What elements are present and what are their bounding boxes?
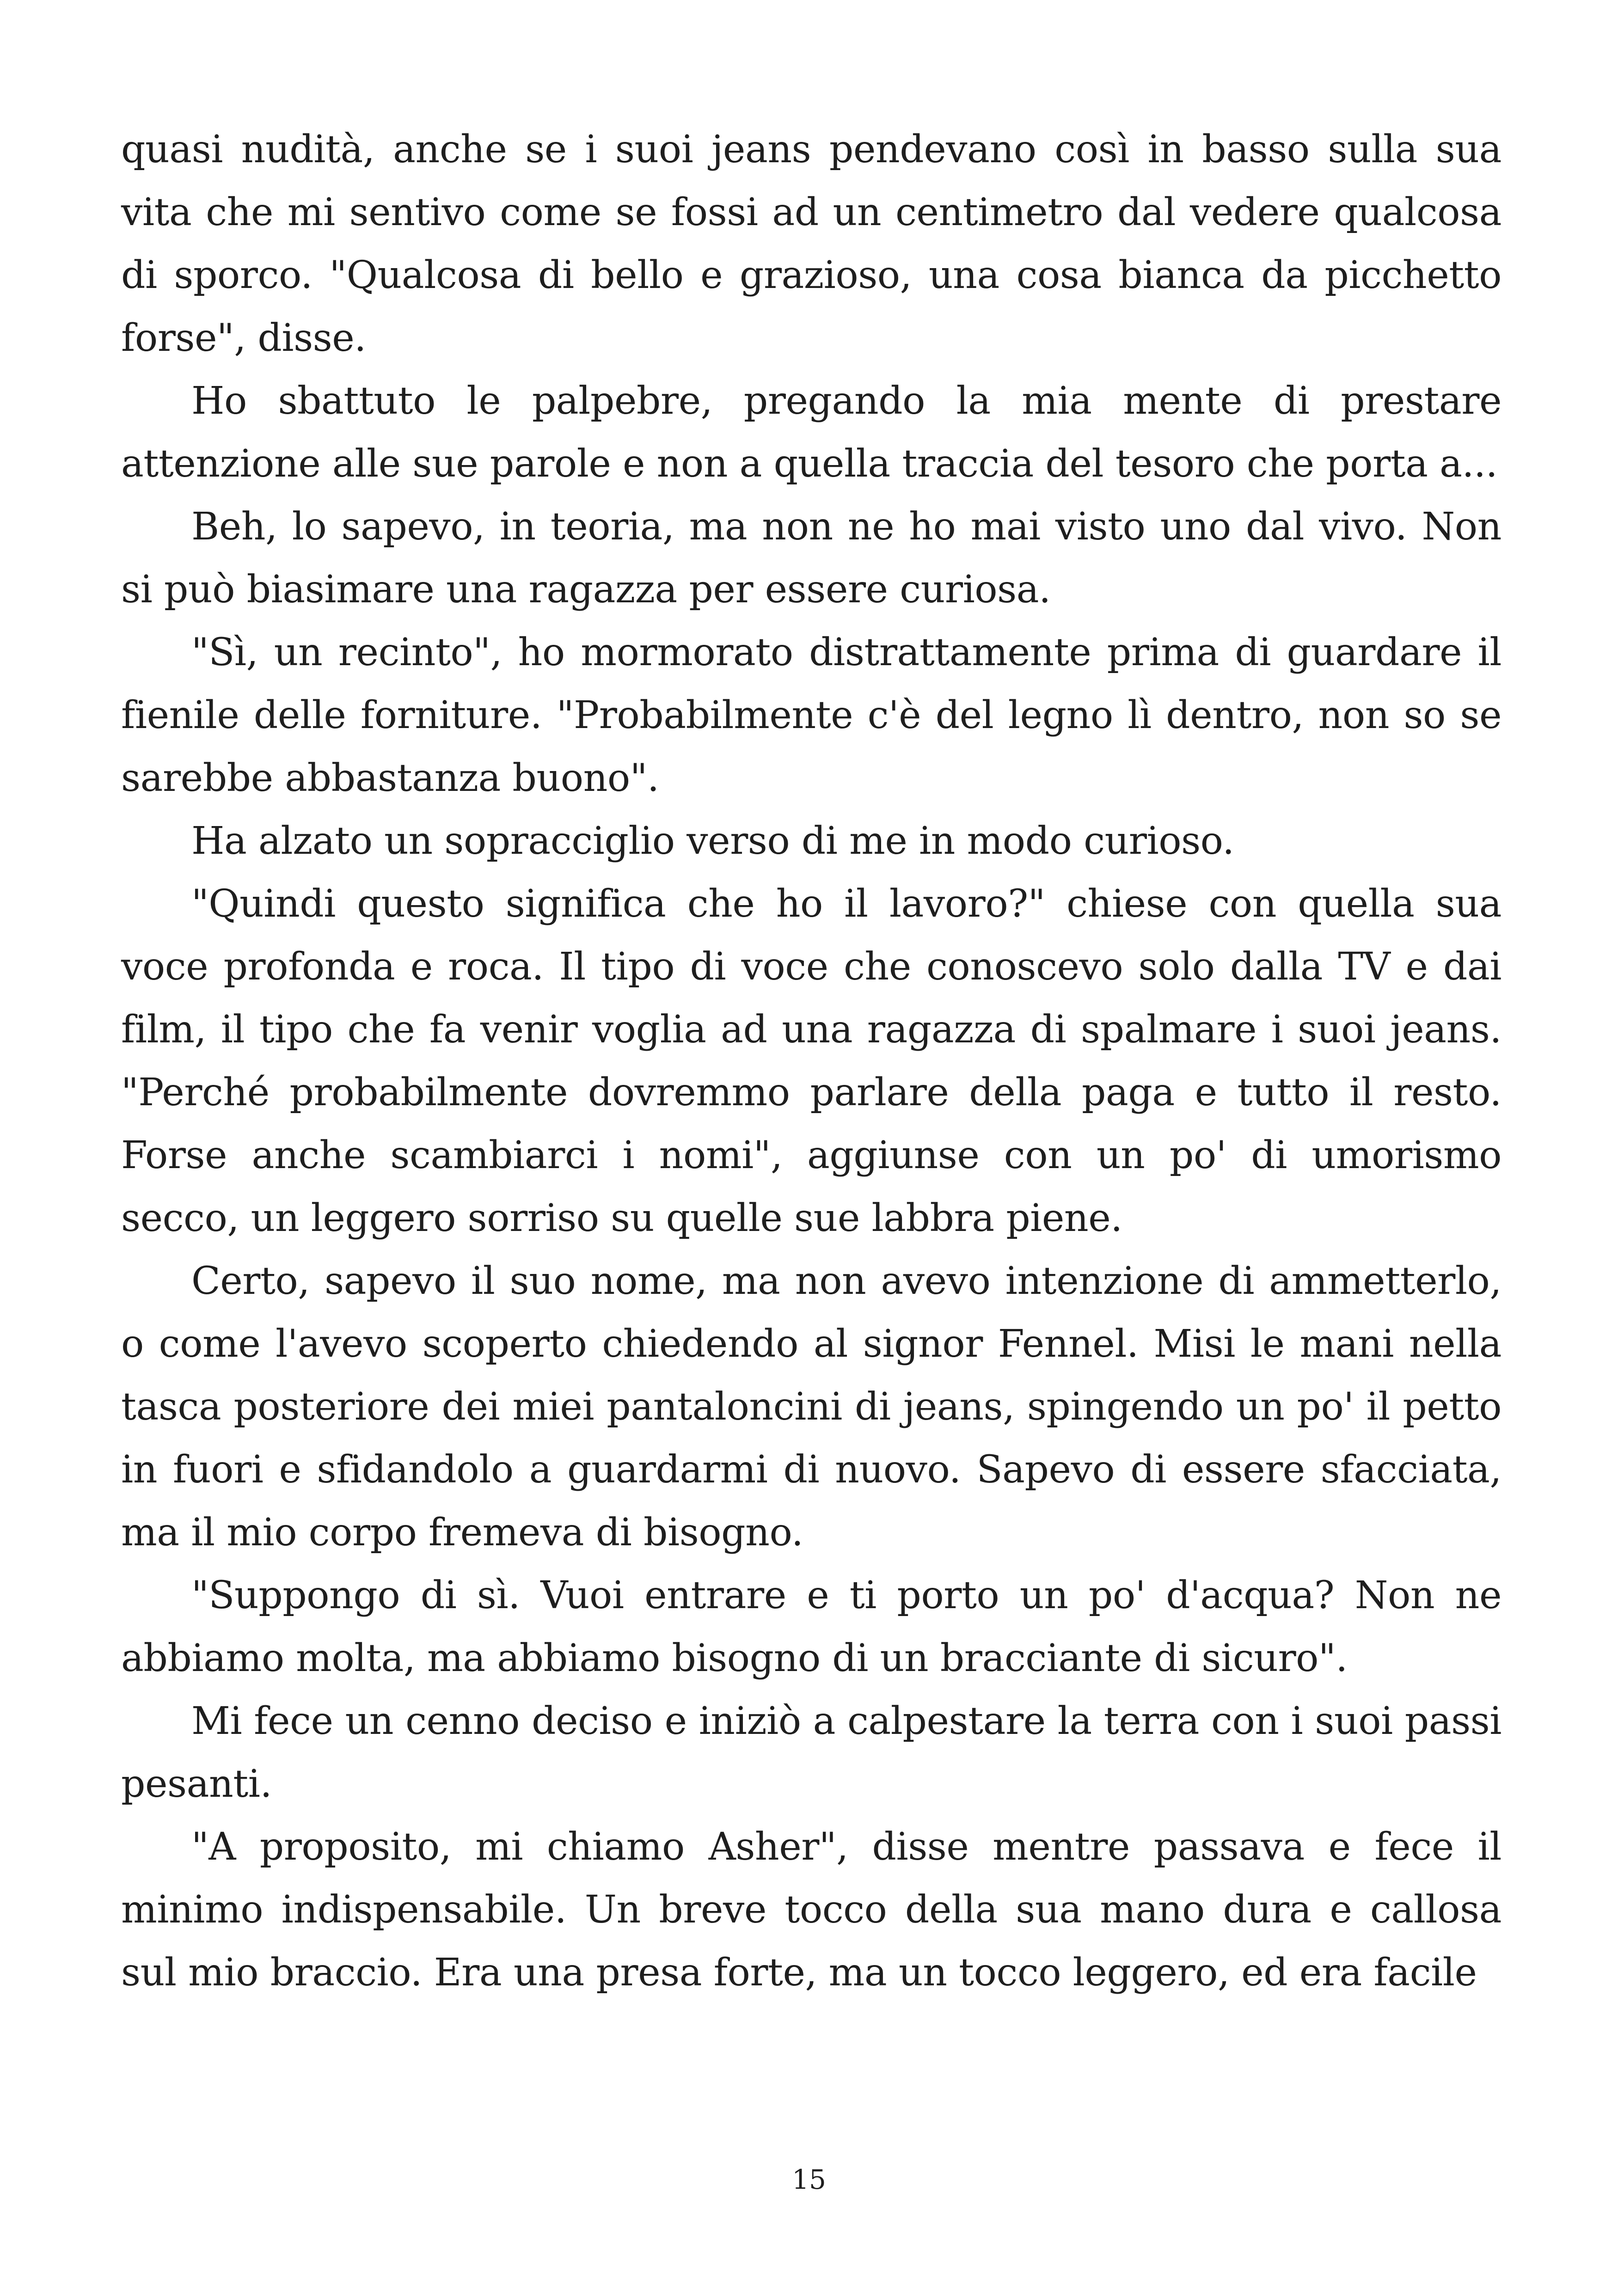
body-text (121, 118, 1502, 2004)
paragraph: Mi fece un cenno deciso e iniziò a calpestare la terra con i suoi passi pesanti. (121, 1699, 1502, 1806)
page-number: 15 (792, 2164, 826, 2195)
paragraph: Ha alzato un sopracciglio verso di me in modo curioso. (191, 819, 1234, 863)
paragraph: "Sì, un recinto", ho mormorato distrattamente prima di guardare il fienile delle forniture. "Probabilmente c'è del legno lì dentro, non so se sarebbe abbastanza buono". (121, 631, 1502, 800)
paragraph: Beh, lo sapevo, in teoria, ma non ne ho mai visto uno dal vivo. Non si può biasimare una ragazza per essere curiosa. (121, 505, 1502, 612)
paragraph: "Suppongo di sì. Vuoi entrare e ti porto un po' d'acqua? Non ne abbiamo molta, ma abbiamo bisogno di un bracciante di sicuro". (121, 1574, 1502, 1680)
paragraph: Ho sbattuto le palpebre, pregando la mia mente di prestare attenzione alle sue parole e non a quella traccia del tesoro che porta a... (121, 379, 1502, 486)
paragraph: quasi nudità, anche se i suoi jeans pendevano così in basso sulla sua vita che mi sentivo come se fossi ad un centimetro dal vedere qualcosa di sporco. "Qualcosa di bello e grazioso, una cosa bianca da picchetto forse", disse. (121, 128, 1502, 360)
paragraph: "A proposito, mi chiamo Asher", disse mentre passava e fece il minimo indispensabile. Un breve tocco della sua mano dura e callosa sul mio braccio. Era una presa forte, ma un tocco leggero, ed era facile (121, 1825, 1502, 1995)
paragraph: Certo, sapevo il suo nome, ma non avevo intenzione di ammetterlo, o come l'avevo scoperto chiedendo al signor Fennel. Misi le mani nella tasca posteriore dei miei pantaloncini di jeans, spingendo un po' il petto in fuori e sfidandolo a guardarmi di nuovo. Sapevo di essere sfacciata, ma il mio corpo fremeva di bisogno. (121, 1259, 1502, 1555)
paragraph: "Quindi questo significa che ho il lavoro?" chiese con quella sua voce profonda e roca. Il tipo di voce che conoscevo solo dalla TV e dai film, il tipo che fa venir voglia ad una ragazza di spalmare i suoi jeans. "Perché probabilmente dovremmo parlare della paga e tutto il resto. Forse anche scambiarci i nomi", aggiunse con un po' di umorismo secco, un leggero sorriso su quelle sue labbra piene. (121, 882, 1502, 1240)
